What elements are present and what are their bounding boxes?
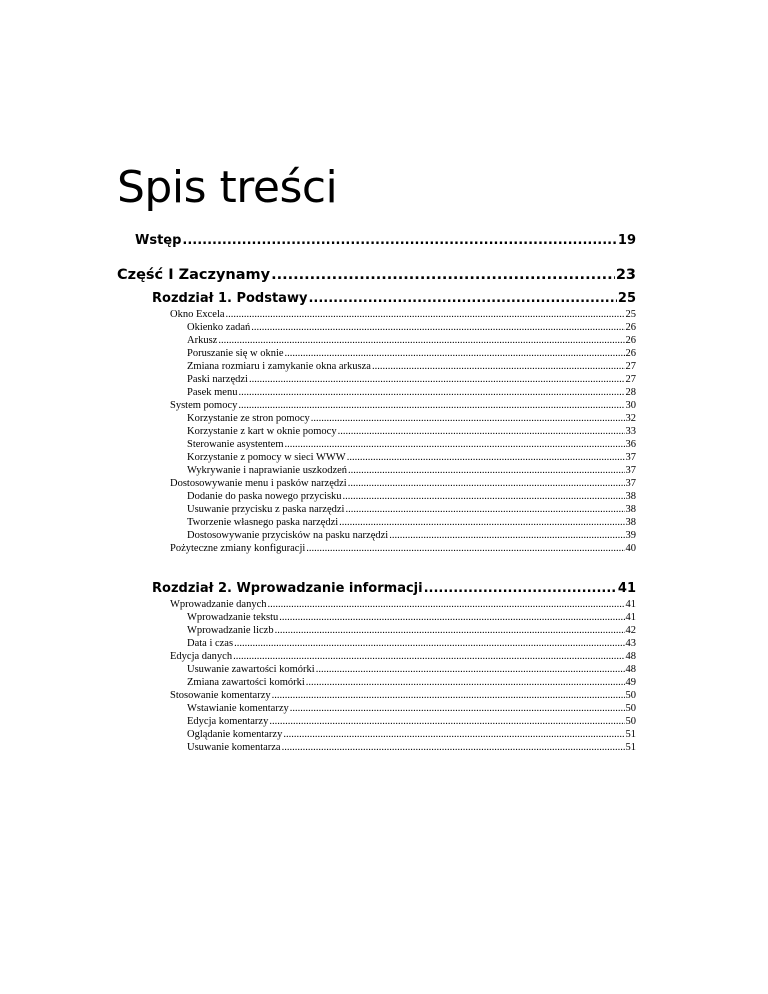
- toc-entry-label: Pasek menu: [187, 387, 238, 398]
- dot-leader: [372, 360, 625, 373]
- toc-entry-page: 42: [625, 625, 636, 636]
- toc-entry[interactable]: [187, 702, 636, 715]
- toc-entry[interactable]: [187, 624, 636, 637]
- toc-entry-page: 51: [625, 729, 636, 740]
- dot-leader: [226, 308, 625, 321]
- toc-entry[interactable]: [170, 650, 636, 663]
- toc-entry-label: Dostosowywanie przycisków na pasku narzędzi: [187, 530, 389, 541]
- toc-entry-page: 32: [625, 413, 636, 424]
- dot-leader: [348, 477, 625, 490]
- toc-entry[interactable]: [187, 373, 636, 386]
- dot-leader: [238, 386, 624, 399]
- toc-entry[interactable]: [187, 438, 636, 451]
- toc-entry-page: 26: [625, 322, 636, 333]
- toc-entry-page: 26: [625, 335, 636, 346]
- toc-entry-label: Paski narzędzi: [187, 374, 248, 385]
- dot-leader: [424, 580, 617, 598]
- dot-leader: [308, 290, 616, 308]
- toc-entry[interactable]: [187, 490, 636, 503]
- toc-entry-label: Poruszanie się w oknie: [187, 348, 284, 359]
- toc-entry[interactable]: [187, 715, 636, 728]
- toc-entry[interactable]: [170, 542, 636, 555]
- toc-entry[interactable]: [170, 399, 636, 412]
- toc-entry-label: Dodanie do paska nowego przycisku: [187, 491, 342, 502]
- dot-leader: [182, 232, 616, 250]
- toc-entry-page: 36: [625, 439, 636, 450]
- toc-entry-page: 27: [625, 361, 636, 372]
- dot-leader: [271, 265, 615, 285]
- toc-entry[interactable]: [187, 503, 636, 516]
- toc-entry-label: Wykrywanie i naprawianie uszkodzeń: [187, 465, 348, 476]
- dot-leader: [311, 412, 625, 425]
- toc-entry-label: Korzystanie z pomocy w sieci WWW: [187, 452, 346, 463]
- toc-entry-page: 25: [625, 309, 636, 320]
- toc-entry-label: Tworzenie własnego paska narzędzi: [187, 517, 339, 528]
- toc-entry[interactable]: [187, 464, 636, 477]
- toc-entry-page: 33: [625, 426, 636, 437]
- toc-entry[interactable]: [170, 477, 636, 490]
- toc-entry-page: 50: [625, 716, 636, 727]
- toc-entry-label: Usuwanie zawartości komórki: [187, 664, 315, 675]
- toc-entry-label: Wstęp: [135, 233, 182, 248]
- toc-entry-page: 50: [625, 690, 636, 701]
- toc-entry[interactable]: [187, 637, 636, 650]
- toc-entry-page: 25: [617, 291, 636, 306]
- toc-entry[interactable]: [187, 360, 636, 373]
- toc-entry-chapter-1[interactable]: [152, 290, 636, 308]
- toc-entry[interactable]: [170, 308, 636, 321]
- dot-leader: [279, 611, 624, 624]
- toc-entry[interactable]: [187, 529, 636, 542]
- toc-entry-page: 48: [625, 651, 636, 662]
- toc-entry[interactable]: [187, 386, 636, 399]
- toc-entry-chapter-2[interactable]: [152, 580, 636, 598]
- toc-entry-page: 38: [625, 517, 636, 528]
- dot-leader: [343, 490, 625, 503]
- toc-entry-page: 37: [625, 452, 636, 463]
- dot-leader: [234, 637, 624, 650]
- toc-entry-label: Rozdział 1. Podstawy: [152, 291, 308, 306]
- dot-leader: [283, 728, 624, 741]
- toc-entry-label: Korzystanie z kart w oknie pomocy: [187, 426, 337, 437]
- toc-entry[interactable]: [187, 676, 636, 689]
- toc-entry-label: Sterowanie asystentem: [187, 439, 284, 450]
- toc-entry-page: 39: [625, 530, 636, 541]
- dot-leader: [389, 529, 624, 542]
- toc-entry[interactable]: [187, 347, 636, 360]
- toc-entry[interactable]: [187, 741, 636, 754]
- toc-entry[interactable]: [170, 689, 636, 702]
- dot-leader: [347, 451, 625, 464]
- dot-leader: [233, 650, 624, 663]
- dot-leader: [251, 321, 624, 334]
- dot-leader: [268, 598, 625, 611]
- toc-entry-page: 49: [625, 677, 636, 688]
- dot-leader: [275, 624, 625, 637]
- dot-leader: [339, 516, 624, 529]
- dot-leader: [290, 702, 625, 715]
- dot-leader: [249, 373, 625, 386]
- dot-leader: [218, 334, 624, 347]
- toc-entry-label: Arkusz: [187, 335, 218, 346]
- toc-entry-label: Data i czas: [187, 638, 234, 649]
- toc-entry-page: 48: [625, 664, 636, 675]
- toc-entry-intro[interactable]: [135, 232, 636, 250]
- toc-entry-page: 19: [617, 233, 636, 248]
- toc-entry-label: Usuwanie komentarza: [187, 742, 281, 753]
- toc-entry-label: Edycja komentarzy: [187, 716, 269, 727]
- toc-entry-page: 50: [625, 703, 636, 714]
- toc-entry[interactable]: [187, 412, 636, 425]
- toc-entry-label: Korzystanie ze stron pomocy: [187, 413, 310, 424]
- toc-entry[interactable]: [187, 611, 636, 624]
- dot-leader: [345, 503, 624, 516]
- toc-entry-page: 23: [615, 267, 636, 283]
- toc-entry-page: 30: [625, 400, 636, 411]
- toc-entry-page: 43: [625, 638, 636, 649]
- dot-leader: [285, 438, 625, 451]
- toc-entry-part[interactable]: [117, 265, 636, 285]
- toc-entry[interactable]: [187, 516, 636, 529]
- toc-entry[interactable]: [187, 321, 636, 334]
- toc-entry[interactable]: [187, 728, 636, 741]
- dot-leader: [348, 464, 624, 477]
- toc-entry-page: 41: [625, 612, 636, 623]
- toc-entry[interactable]: [187, 334, 636, 347]
- toc-entry-page: 38: [625, 504, 636, 515]
- page-title: Spis treści: [117, 162, 338, 213]
- toc-entry-page: 41: [617, 581, 636, 596]
- toc-entry-label: Usuwanie przycisku z paska narzędzi: [187, 504, 345, 515]
- dot-leader: [238, 399, 624, 412]
- toc-entry-label: Okienko zadań: [187, 322, 251, 333]
- toc-entry-label: Wprowadzanie tekstu: [187, 612, 279, 623]
- toc-entry-label: Wstawianie komentarzy: [187, 703, 289, 714]
- toc-entry[interactable]: [187, 451, 636, 464]
- toc-entry-label: System pomocy: [170, 400, 238, 411]
- dot-leader: [338, 425, 625, 438]
- dot-leader: [316, 663, 625, 676]
- toc-entry-label: Część I Zaczynamy: [117, 267, 271, 283]
- toc-entry-page: 38: [625, 491, 636, 502]
- toc-entry-page: 51: [625, 742, 636, 753]
- toc-entry-page: 41: [625, 599, 636, 610]
- toc-entry-label: Zmiana zawartości komórki: [187, 677, 305, 688]
- toc-entry[interactable]: [187, 663, 636, 676]
- dot-leader: [269, 715, 624, 728]
- dot-leader: [306, 676, 625, 689]
- toc-entry-label: Oglądanie komentarzy: [187, 729, 283, 740]
- toc-entry-label: Zmiana rozmiaru i zamykanie okna arkusza: [187, 361, 371, 372]
- dot-leader: [272, 689, 625, 702]
- dot-leader: [306, 542, 624, 555]
- toc-entry-page: 37: [625, 465, 636, 476]
- toc-entry[interactable]: [187, 425, 636, 438]
- toc-entry-label: Pożyteczne zmiany konfiguracji: [170, 543, 306, 554]
- toc-entry-label: Wprowadzanie liczb: [187, 625, 274, 636]
- toc-entry-label: Wprowadzanie danych: [170, 599, 267, 610]
- dot-leader: [282, 741, 625, 754]
- toc-entry-label: Rozdział 2. Wprowadzanie informacji: [152, 581, 423, 596]
- toc-entry-label: Okno Excela: [170, 309, 225, 320]
- toc-entry-label: Edycja danych: [170, 651, 233, 662]
- toc-entry[interactable]: [170, 598, 636, 611]
- toc-entry-page: 26: [625, 348, 636, 359]
- toc-entry-page: 37: [625, 478, 636, 489]
- toc-entry-page: 27: [625, 374, 636, 385]
- dot-leader: [285, 347, 625, 360]
- toc-entry-label: Stosowanie komentarzy: [170, 690, 271, 701]
- toc-entry-page: 40: [625, 543, 636, 554]
- toc-entry-label: Dostosowywanie menu i pasków narzędzi: [170, 478, 347, 489]
- toc-entry-page: 28: [625, 387, 636, 398]
